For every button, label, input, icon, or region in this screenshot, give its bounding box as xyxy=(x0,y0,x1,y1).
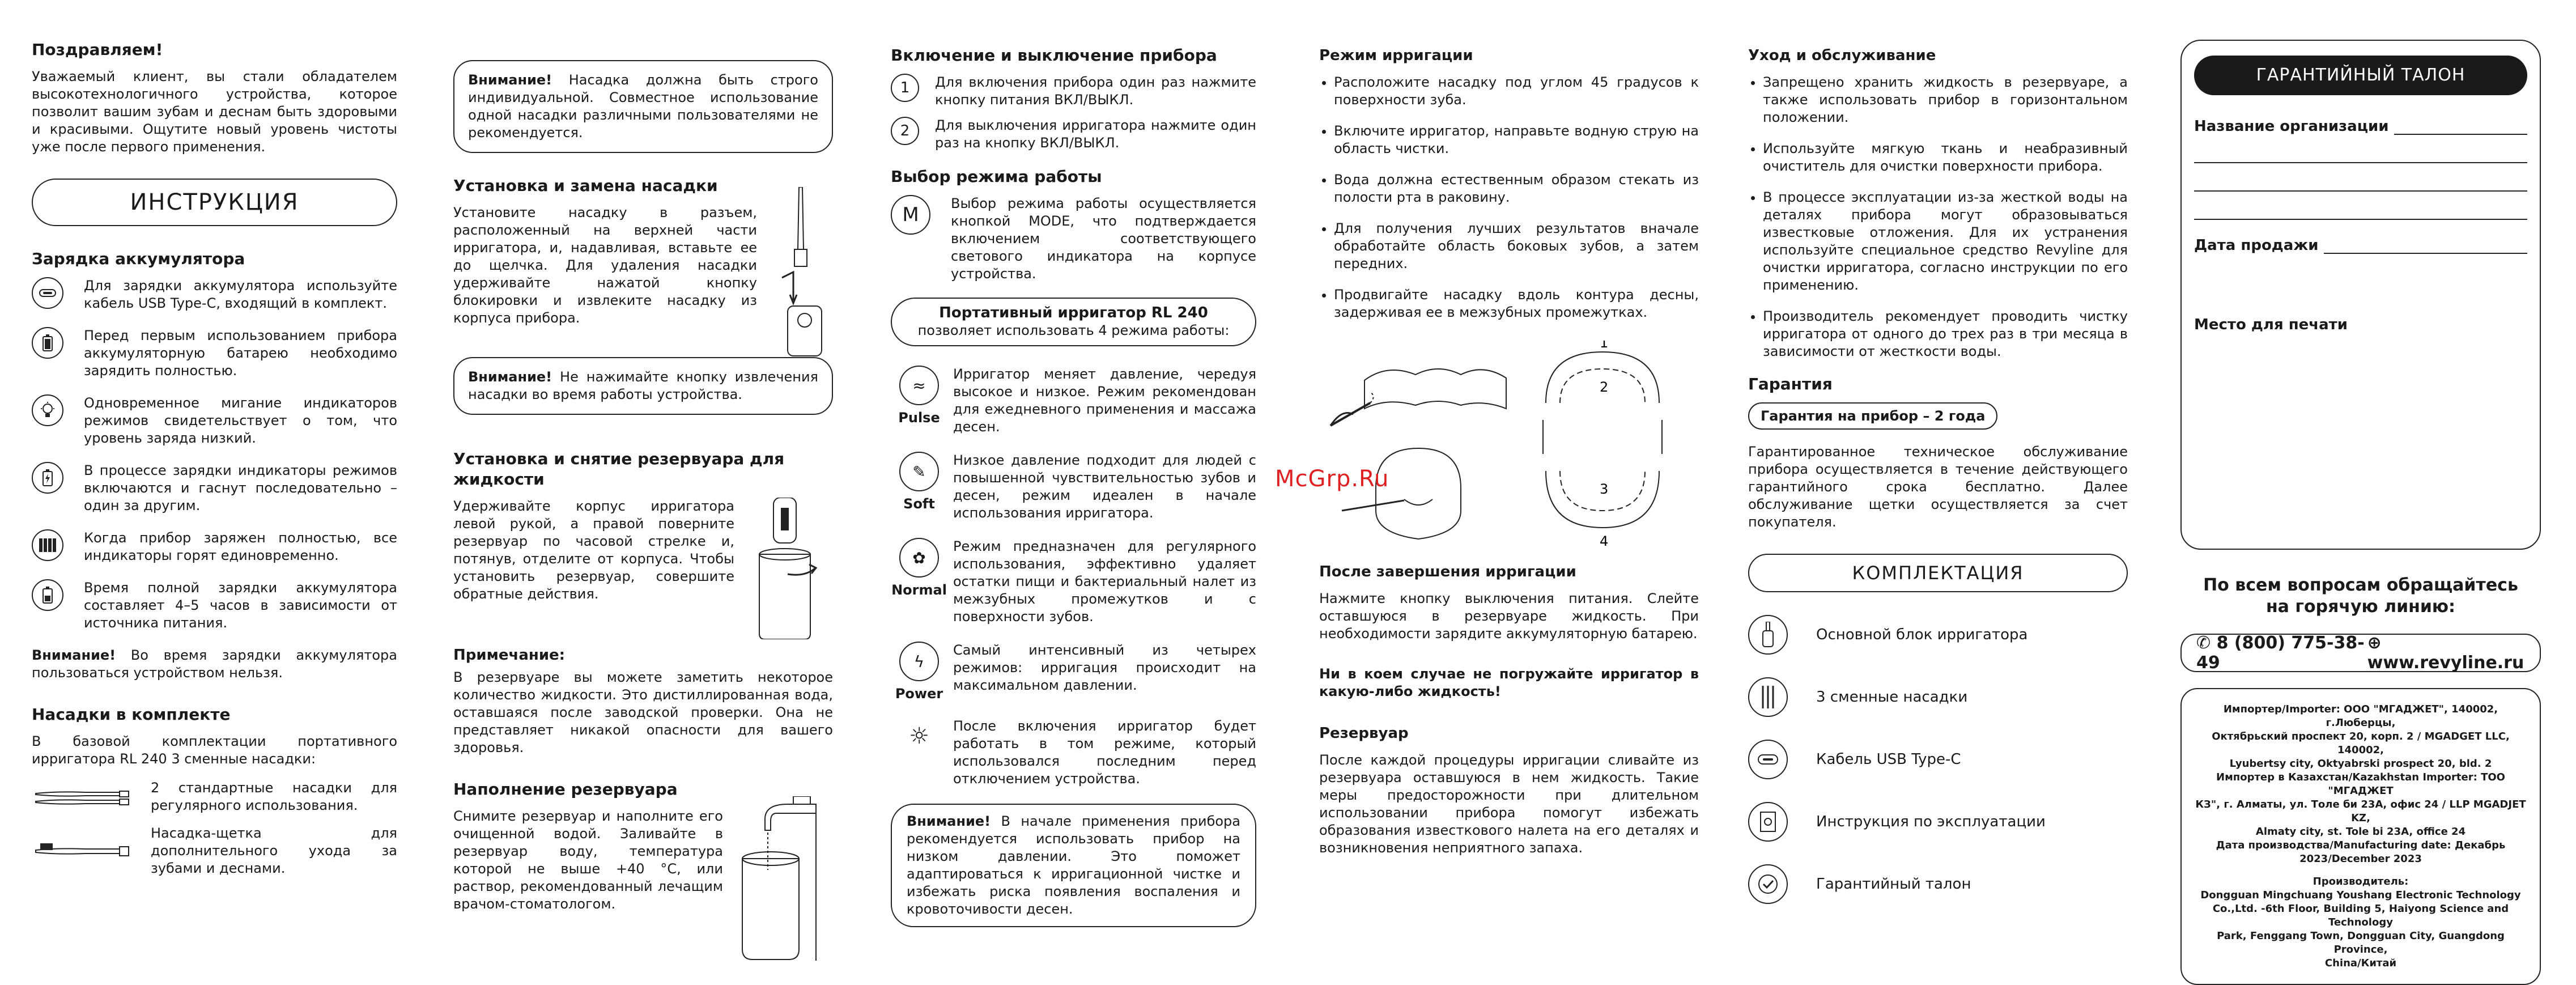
arch-label-3: 3 xyxy=(1600,481,1609,497)
congrats-text: Уважаемый клиент, вы стали обладателем высокотехнологичного устройства, которое позволит вашим зубам и деснам быть здоровыми и красивыми. Ощутите новый уровень чистоты уже после первого применения. xyxy=(32,69,397,155)
list-item: • Продвигайте насадку вдоль контура десны, задерживая ее в межзубных промежутках. xyxy=(1334,286,1699,321)
stamp-place: Место для печати xyxy=(2194,316,2348,333)
charging-item-text: Время полной зарядки аккумулятора составляет 4–5 часов в зависимости от источника питания. xyxy=(84,580,397,631)
irrigation-diagram xyxy=(1319,341,1699,556)
pulse-icon: ≈ xyxy=(899,366,939,405)
watermark: McGrp.Ru xyxy=(1275,466,1389,492)
warranty-card-title: ГАРАНТИЙНЫЙ ТАЛОН xyxy=(2194,56,2527,95)
nozzle-hygiene-note: Внимание! Насадка должна быть строго индивидуальной. Совместное использование одной насадки различными пользователями не рекомендуется. xyxy=(453,60,833,153)
website-link[interactable]: ⊕ www.revyline.ru xyxy=(2367,633,2524,673)
step-2-badge: 2 xyxy=(891,117,919,145)
list-item: • В процессе эксплуатации из-за жесткой воды на деталях прибора могут образовываться известковые отложения. Для их устранения используйте специальное средство Revyline для очистки ирригатора, согласно инструкции по его применению. xyxy=(1763,189,2128,294)
indicators-icon xyxy=(32,529,63,561)
usb-cable-icon xyxy=(1748,740,1788,779)
mode-text: Выбор режима работы осуществляется кнопкой MODE, что подтверждается включением соответствующего светового индикатора на корпусе устройства. xyxy=(951,196,1256,282)
usb-c-icon xyxy=(32,277,63,309)
list-item: • Запрещено хранить жидкость в резервуаре, а также использовать прибор в горизонтальном положении. xyxy=(1763,74,2128,126)
after-text: Нажмите кнопку выключения питания. Слейте оставшуюся в резервуаре жидкость. При необходимости зарядите аккумуляторную батарею. xyxy=(1319,591,1699,642)
mode-select xyxy=(891,195,1256,283)
charging-item xyxy=(32,529,397,564)
feather-icon: ✎ xyxy=(899,452,939,491)
kit-item: 3 сменные насадки xyxy=(1748,677,2128,717)
guarantee-title: Гарантия xyxy=(1748,375,1833,393)
arch-label-1: 1 xyxy=(1600,341,1609,351)
charging-item-text: Когда прибор заряжен полностью, все индикаторы горят единовременно. xyxy=(84,530,397,563)
guarantee-badge: Гарантия на прибор – 2 года xyxy=(1748,402,1997,430)
kit-heading: КОМПЛЕКТАЦИЯ xyxy=(1748,554,2128,592)
battery-charging-icon xyxy=(32,462,63,494)
column-5 xyxy=(1748,40,2128,924)
warranty-card xyxy=(2180,40,2541,550)
charging-item xyxy=(32,327,397,380)
charging-item xyxy=(32,277,397,312)
nozzle-eject-note: Внимание! Не нажимайте кнопку извлечения насадки во время работы устройства. xyxy=(453,357,833,415)
list-item: • Для получения лучших результатов вначале обработайте область боковых зубов, а затем передних. xyxy=(1334,220,1699,273)
mode-m-icon: M xyxy=(891,195,930,235)
list-item: • Используйте мягкую ткань и неабразивный очиститель для очистки поверхности прибора. xyxy=(1763,140,2128,175)
mode-pulse: ≈ Pulse Ирригатор меняет давление, чередуя высокое и низкое. Режим рекомендован для ежедневного применения и массажа десен. xyxy=(898,366,1256,435)
charging-item-text: Для зарядки аккумулятора используйте кабель USB Type-C, входящий в комплект. xyxy=(84,278,397,311)
nozzle-brush xyxy=(32,825,397,877)
importer-box: Импортер/Importer: ООО "МГАДЖЕТ", 140002, г.Люберцы, Октябрьский проспект 20, корп. 2 / MGADGET LLC, 140002, Lyubertsy city, Oktyabrski prospect 20, bld. 2 Импортер в Казахстан/Kazakhstan Importer: ТОО "МГАДЖЕТ КЗ", г. Алматы, ул. Толе би 23А, офис 24 / LLP MGADJET KZ, Almaty city, st. Tole bi 23A, office 24 Дата производства/Manufacturing date: Декабрь 2023/December 2023 Производитель: Dongguan Mingchuang Youshang Electronic Technology Co.,Ltd. -6th Floor, Building 5, Haiyong Science and Technology Park, Fenggang Town, Dongguan City, Guangdong Province, China/Китай xyxy=(2180,688,2541,985)
list-item: • Включите ирригатор, направьте водную струю на область чистки. xyxy=(1334,122,1699,158)
kit-item: Основной блок ирригатора xyxy=(1748,615,2128,655)
onoff-step-1-text: Для включения прибора один раз нажмите кнопку питания ВКЛ/ВЫКЛ. xyxy=(935,74,1256,108)
remark-text: В резервуаре вы можете заметить некоторое количество жидкости. Это дистиллированная вода, оставшаяся после заводской проверки. Она не представляет никакой опасности для вашего здоровья. xyxy=(453,669,833,755)
list-item: • Вода должна естественным образом стекать из полости рта в раковину. xyxy=(1334,171,1699,206)
contacts xyxy=(2180,634,2541,672)
care-title: Уход и обслуживание xyxy=(1748,47,1936,64)
onoff-step-2-text: Для выключения ирригатора нажмите один раз на кнопку ВКЛ/ВЫКЛ. xyxy=(935,117,1256,151)
onoff-title: Включение и выключение прибора xyxy=(891,46,1217,65)
org-name-field[interactable]: Название организации xyxy=(2194,118,2527,135)
nozzle-install-illustration xyxy=(771,187,833,357)
kit-item: Гарантийный талон xyxy=(1748,864,2128,904)
org-name-line[interactable] xyxy=(2194,204,2527,220)
reservoir-title: Установка и снятие резервуара для жидкости xyxy=(453,449,785,489)
hotline-text: По всем вопросам обращайтесь на горячую линию: xyxy=(2203,575,2518,617)
nozzle-standard-text: 2 стандартные насадки для регулярного использования. xyxy=(151,780,397,813)
reservoir-care-text: После каждой процедуры ирригации сливайте из резервуара оставшуюся в нем жидкость. Такие меры предосторожности при длительном использовании прибора помогут избежать образования известкового налета на его деталях и возникновения неприятного запаха. xyxy=(1319,752,1699,856)
mode-soft: ✎ Soft Низкое давление подходит для людей с повышенной чувствительностью зубов и десен, режим идеален в начале использования ирригатора. xyxy=(891,452,1256,522)
fill-title: Наполнение резервуара xyxy=(453,780,678,799)
low-pressure-note: Внимание! В начале применения прибора рекомендуется использовать прибор на низком давлении. Это поможет адаптироваться к ирригационной чистке и избежать риска появления воспаления и кровоточивости десен. xyxy=(891,804,1256,927)
charging-item-text: Перед первым использованием прибора аккумуляторную батарею необходимо зарядить полностью. xyxy=(84,328,397,379)
nozzle-icon xyxy=(32,786,134,808)
irrigator-body-icon xyxy=(1748,615,1788,655)
kit-item: Инструкция по эксплуатации xyxy=(1748,802,2128,842)
memory-note: ☼ После включения ирригатор будет работать в том режиме, который использовался последним перед отключением устройства. xyxy=(891,717,1256,788)
charging-item-text: В процессе зарядки индикаторы режимов включаются и гаснут последовательно – один за другим. xyxy=(84,462,397,513)
globe-icon: ⊕ xyxy=(2367,633,2382,653)
nozzles-title: Насадки в комплекте xyxy=(32,705,231,724)
reservoir-text: Удерживайте корпус ирригатора левой рукой, а правой поверните резервуар по часовой стрелке и, потянув, отделите от корпуса. Чтобы установить резервуар, совершите обратные действия. xyxy=(453,498,734,602)
reservoir-care-title: Резервуар xyxy=(1319,725,1409,742)
kit-item: Кабель USB Type-C xyxy=(1748,740,2128,779)
arch-label-4: 4 xyxy=(1600,533,1609,549)
instruction-heading: ИНСТРУКЦИЯ xyxy=(32,179,397,226)
brush-nozzle-icon xyxy=(32,840,134,863)
guarantee-text: Гарантированное техническое обслуживание прибора осуществляется в течение действующего гарантийного срока бесплатно. Далее обслуживание щетки осуществляется за счет покупателя. xyxy=(1748,444,2128,530)
arch-label-2: 2 xyxy=(1600,379,1609,395)
column-6 xyxy=(2180,40,2541,969)
tooth-icon: ✿ xyxy=(899,538,939,578)
reservoir-illustration xyxy=(748,498,833,639)
charging-warning: Внимание! Во время зарядки аккумулятора пользоваться устройством нельзя. xyxy=(32,647,397,681)
lightbulb-icon xyxy=(32,394,63,426)
list-item: • Производитель рекомендует проводить чистку ирригатора от одного до трех раз в три месяца в зависимости от жесткости воды. xyxy=(1763,308,2128,360)
irrigation-title: Режим ирригации xyxy=(1319,47,1473,64)
org-name-line[interactable] xyxy=(2194,176,2527,192)
column-2 xyxy=(453,40,833,924)
nozzles-icon xyxy=(1748,677,1788,717)
phone-link[interactable]: ✆ 8 (800) 775-38-49 xyxy=(2196,633,2365,673)
lightning-icon: ϟ xyxy=(899,642,939,681)
mode-normal: ✿ Normal Режим предназначен для регулярного использования, эффективно удаляет остатки пищи и бактериальный налет из межзубных промежутков и с поверхности зубов. xyxy=(891,538,1256,625)
battery-full-icon xyxy=(32,327,63,359)
install-text: Установите насадку в разъем, расположенный на верхней части ирригатора, и, надавливая, вставьте ее до щелчка. Для удаления насадки удерживайте нажатой кнопку блокировки и извлеките насадку из корпуса прибора. xyxy=(453,205,757,326)
battery-time-icon xyxy=(32,579,63,611)
onoff-step-1 xyxy=(891,74,1256,109)
manual-icon xyxy=(1748,802,1788,842)
charging-item xyxy=(32,579,397,632)
remark-title: Примечание: xyxy=(453,647,566,664)
fill-text: Снимите резервуар и наполните его очищенной водой. Заливайте в резервуар воду, температура которой не выше +40 °C, или раствор, рекомендованный лечащим врачом-стоматологом. xyxy=(453,808,723,912)
list-item: • Расположите насадку под углом 45 градусов к поверхности зуба. xyxy=(1334,74,1699,109)
column-3 xyxy=(891,40,1256,924)
care-list xyxy=(1748,74,2128,360)
install-title: Установка и замена насадки xyxy=(453,176,718,195)
model-badge: Портативный ирригатор RL 240 позволяет использовать 4 режима работы: xyxy=(891,298,1256,346)
charging-item-text: Одновременное мигание индикаторов режимов свидетельствует о том, что уровень заряда низкий. xyxy=(84,395,397,446)
memory-bulb-icon: ☼ xyxy=(909,723,929,749)
nozzles-intro: В базовой комплектации портативного ирригатора RL 240 3 сменные насадки: xyxy=(32,733,397,767)
immersion-warning: Ни в коем случае не погружайте ирригатор в какую-либо жидкость! xyxy=(1319,666,1699,699)
charging-item xyxy=(32,462,397,515)
faucet-illustration xyxy=(737,796,833,961)
phone-icon: ✆ xyxy=(2196,633,2211,653)
after-title: После завершения ирригации xyxy=(1319,563,1576,580)
irrigation-list xyxy=(1319,74,1699,321)
nozzle-brush-text: Насадка-щетка для дополнительного ухода за зубами и деснами. xyxy=(151,825,397,876)
step-1-badge: 1 xyxy=(891,74,919,102)
onoff-step-2 xyxy=(891,117,1256,152)
mode-power: ϟ Power Самый интенсивный из четырех режимов: ирригация происходит на максимальном давлении. xyxy=(895,642,1256,702)
mode-title: Выбор режима работы xyxy=(891,167,1102,186)
org-name-line[interactable] xyxy=(2194,147,2527,163)
charging-item xyxy=(32,394,397,447)
congrats-title: Поздравляем! xyxy=(32,40,163,59)
sale-date-field[interactable]: Дата продажи xyxy=(2194,237,2527,254)
column-1 xyxy=(32,40,397,924)
warranty-icon xyxy=(1748,864,1788,904)
nozzle-standard xyxy=(32,779,397,814)
charging-title: Зарядка аккумулятора xyxy=(32,249,245,268)
